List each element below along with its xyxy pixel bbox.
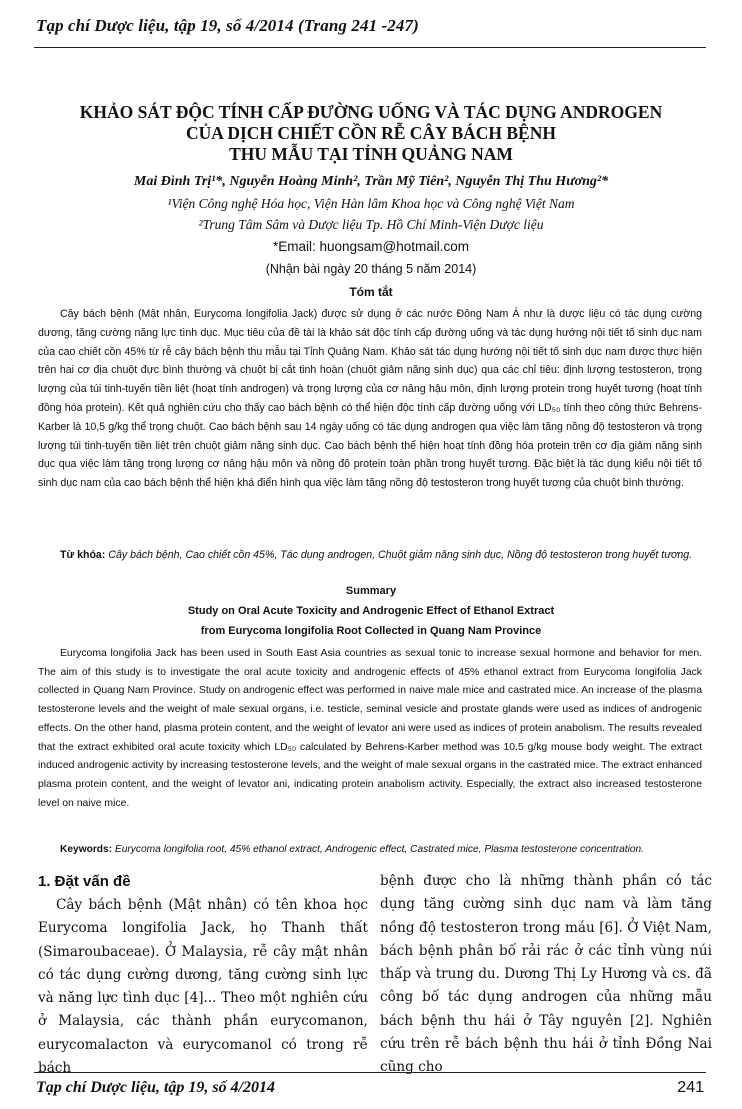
article-title <box>40 102 702 165</box>
section-heading: 1. Đặt vấn đề <box>38 873 131 890</box>
footer-journal: Tạp chí Dược liệu, tập 19, số 4/2014 <box>36 1079 276 1096</box>
summary-text: Eurycoma longifolia Jack has been used in South East Asia countries as sexual tonic to increase sexual hormone and behavior for men. The aim of this study is to investigate the oral acute toxicity and androgenic effects of 45% ethanol extract from Eurycoma longifolia Jack collected in Quang Nam Province. Study on androgenic effect was performed in naive male mice and castrated mice. An increase of the plasma testosterone levels and the weight of male sexual organs, i.e. testicle, seminal vesicle and prostate glands were used as indices of androgenic effects. On the other hand, plasma protein content, and the weight of levator ani were used as indices of protein anabolism. The results revealed that the extract exhibited oral acute toxicity which LD₅₀ calculated by Behrens-Karber method was 10.5 g/kg mouse body weight. The extract induced androgenic activity by increasing testosterone levels, and the weight of male sexual organs in the castrated mice. The extract enhanced plasma protein content, and the weight of levator ani, indicating protein anabolism activity. Especially, the extract also increased testosterone level on naive mice. <box>38 648 702 809</box>
keywords-vi <box>38 546 702 564</box>
running-head: Tạp chí Dược liệu, tập 19, số 4/2014 (Trang 241 -247) <box>36 16 419 35</box>
title-line-2: CỦA DỊCH CHIẾT CỒN RỄ CÂY BÁCH BỆNH <box>186 123 556 143</box>
summary-title-line-2: from Eurycoma longifolia Root Collected in Quang Nam Province <box>200 625 542 637</box>
body-column-right <box>380 870 712 1080</box>
footer-rule <box>34 1072 706 1073</box>
affiliation-1: ¹Viện Công nghệ Hóa học, Viện Hàn lâm Khoa học và Công nghệ Việt Nam <box>167 196 575 211</box>
keywords-en <box>38 842 702 858</box>
title-line-1: KHẢO SÁT ĐỘC TÍNH CẤP ĐƯỜNG UỐNG VÀ TÁC DỤNG ANDROGEN <box>79 102 663 122</box>
title-line-3: THU MẪU TẠI TỈNH QUẢNG NAM <box>229 144 513 164</box>
keywords-vi-label: Từ khóa: <box>60 549 106 561</box>
affiliation-2: ²Trung Tâm Sâm và Dược liệu Tp. Hồ Chí Minh-Viện Dược liệu <box>198 217 544 232</box>
received-date: (Nhận bài ngày 20 tháng 5 năm 2014) <box>265 262 477 276</box>
summary-heading: Summary <box>345 585 397 597</box>
page-number: 241 <box>677 1079 704 1096</box>
summary-title-line-1: Study on Oral Acute Toxicity and Androgenic Effect of Ethanol Extract <box>187 605 555 617</box>
abstract-heading: Tóm tắt <box>349 285 393 299</box>
keywords-en-label: Keywords: <box>60 844 113 855</box>
abstract-text: Cây bách bệnh (Mật nhân, Eurycoma longifolia Jack) được sử dụng ở các nước Đông Nam Á như là dược liệu có tác dụng cường dương, tăng cường năng lực tình dục. Mục tiêu của đề tài là khảo sát độc tính cấp đường uống và tác dụng hướng nội tiết tố sinh dục nam của cao chiết cồn 45% từ rễ cây bách bệnh thu mẫu tại Tỉnh Quảng Nam. Khảo sát tác dụng hướng nội tiết tố sinh dục nam được thực hiện trên hai cơ địa chuột đực bình thường và chuột bị cắt tinh hoàn (chuột giảm năng sinh dục) qua các chỉ tiêu: định lượng testosteron, trọng lượng của túi tinh-tuyến tiền liệt (hoạt tính androgen) và trọng lượng của cơ nâng hậu môn, định lượng protein trong huyết tương (hoạt tính đồng hóa protein). Kết quả nghiên cứu cho thấy cao bách bệnh có thể hiện độc tính cấp đường uống với LD₅₀ tính theo công thức Behrens-Karber là 10,5 g/kg thể trọng chuột. Cao bách bệnh sau 14 ngày uống có tác dụng androgen qua việc làm tăng nồng độ testosteron và trọng lượng túi tinh-tuyến tiền liệt trên chuột giảm năng sinh dục. Cao bách bệnh thể hiện hoạt tính đồng hóa protein trên cơ địa giảm năng sinh dục qua việc làm tăng trọng lượng cơ nâng hậu môn và nồng độ protein toàn phần trong huyết tương. Đặc biệt là tác dụng kiểu nội tiết tố sinh dục nam của cao bách bệnh thể hiện khá điển hình qua việc làm tăng nồng độ testosteron trong huyết tương của chuột bình thường. <box>38 308 702 490</box>
body-column-left <box>38 870 368 1080</box>
keywords-en-text: Eurycoma longifolia root, 45% ethanol extract, Androgenic effect, Castrated mice, Plasma testosterone concentration. <box>112 844 645 855</box>
corresponding-email: *Email: huongsam@hotmail.com <box>272 239 470 254</box>
keywords-vi-text: Cây bách bệnh, Cao chiết cồn 45%, Tác dụng androgen, Chuột giảm năng sinh dục, Nồng độ testosteron trong huyết tương. <box>105 549 693 561</box>
body-paragraph-right: bệnh được cho là những thành phần có tác dụng tăng cường sinh dục nam và làm tăng nồng độ testosteron trong máu [6]. Ở Việt Nam, bách bệnh phân bố rải rác ở các tỉnh vùng núi thấp và trung du. Dương Thị Ly Hương và cs. đã công bố tác dụng androgen của những mẫu bách bệnh thu hái ở Tây nguyên [2]. Nghiên cứu trên rễ bách bệnh thu hái ở tỉnh Đồng Nai cũng cho <box>380 873 712 1076</box>
body-paragraph-left: Cây bách bệnh (Mật nhân) có tên khoa học Eurycoma longifolia Jack, họ Thanh thất (Simaroubaceae). Ở Malaysia, rễ cây mật nhân có tác dụng cường dương, tăng cường sinh lực và năng lực tình dục [4]... Theo một nghiên cứu ở Malaysia, các thành phần eurycomanon, eurycomalacton và eurycomanol có trong rễ bách <box>38 897 368 1077</box>
header-rule <box>34 47 706 48</box>
authors: Mai Đình Trị¹*, Nguyễn Hoàng Minh², Trần Mỹ Tiên², Nguyễn Thị Thu Hương²* <box>133 174 609 189</box>
